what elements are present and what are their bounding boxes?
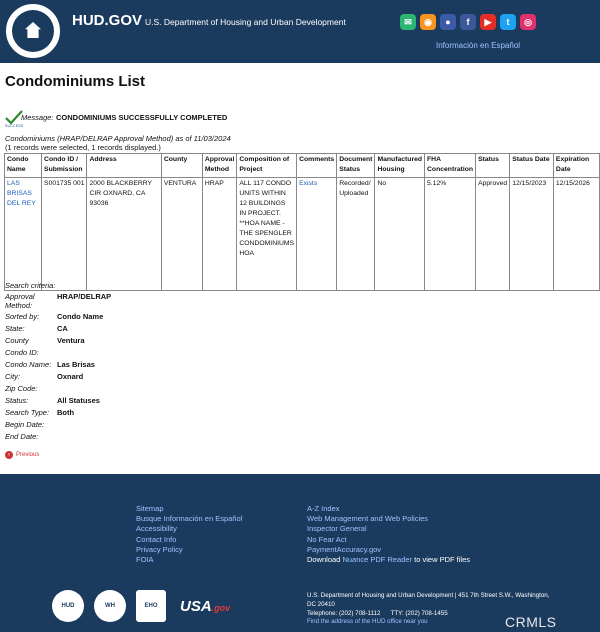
facebook-icon[interactable]: f [460,14,476,30]
youtube-icon[interactable]: ▶ [480,14,496,30]
criteria-row: End Date: [5,432,39,441]
record-count-line: (1 records were selected, 1 records displayed.) [5,143,161,152]
seal-inner [12,10,54,52]
condo-name-link[interactable]: LAS BRISAS DEL REY [7,180,36,207]
col-approval-method: Approval Method [202,154,236,178]
cell-expiration-date: 12/15/2026 [553,178,599,291]
page-title: Condominiums List [5,73,145,90]
footer-download-line: Download Nuance PDF Reader to view PDF files [307,555,471,565]
criteria-row: Search Type: Both [5,408,75,417]
message-text: CONDOMINIUMS SUCCESSFULLY COMPLETED [56,113,228,122]
hud-seal-small-icon[interactable]: HUD [52,590,84,622]
nuance-pdf-link[interactable]: Nuance PDF Reader [342,555,413,565]
col-condo-name: Condo Name [5,154,42,178]
hud-seal-logo[interactable] [6,4,60,58]
criteria-row: Condo ID: [5,348,39,357]
comments-link[interactable]: Exists [299,180,318,187]
previous-link[interactable] [5,451,39,459]
col-comments: Comments [297,154,337,178]
col-status: Status [476,154,510,178]
search-criteria [5,281,111,444]
site-header [0,0,600,63]
col-manufactured-housing: Manufactured Housing [375,154,425,178]
criteria-row: City: Oxnard [5,372,84,381]
house-icon [25,22,41,38]
usagov-logo[interactable]: USA.gov [180,597,231,615]
cell-address: 2000 BLACKBERRY CIR OXNARD, CA 93036 [87,178,161,291]
criteria-row: Status: All Statuses [5,396,100,405]
footer-logos [52,590,230,622]
message-label: Message: [21,113,54,122]
footer-link-az-index[interactable]: A-Z Index [307,504,340,513]
espanol-link[interactable]: Información en Español [436,41,521,50]
cell-manufactured-housing: No [375,178,425,291]
cell-document-status: Recorded/ Uploaded [337,178,375,291]
approval-method-line: Condominiums (HRAP/DELRAP Approval Method) as of 11/03/2024 [5,134,231,143]
cell-county: VENTURA [161,178,202,291]
col-condo-id: Condo ID / Submission [42,154,87,178]
cell-fha-concentration: 5.12% [425,178,476,291]
footer-link-web-management[interactable]: Web Management and Web Policies [307,514,429,524]
email-icon[interactable]: ✉ [400,14,416,30]
phone-line: Telephone: (202) 708-1112 TTY: (202) 708-1455 [307,609,448,617]
site-footer [0,474,600,632]
criteria-row: Approval Method: HRAP/DELRAP [5,292,112,310]
equal-housing-icon[interactable]: EHO [136,590,166,622]
criteria-row: Condo Name: Las Brisas [5,360,95,369]
criteria-row: Zip Code: [5,384,38,393]
col-status-date: Status Date [510,154,554,178]
col-county: County [161,154,202,178]
col-expiration-date: Expiration Date [553,154,599,178]
brand-title[interactable]: HUD.GOV [72,12,143,29]
footer-link-no-fear-act[interactable]: No Fear Act [307,534,347,544]
table-header-row [5,154,600,178]
footer-link-foia[interactable]: FOIA [136,555,154,565]
find-office-link[interactable]: Find the address of the HUD office near you [307,618,428,626]
back-arrow-icon: ‹ [5,451,13,459]
footer-link-privacy[interactable]: Privacy Policy [136,544,183,554]
criteria-row: Begin Date: [5,420,45,429]
cell-status: Approved [476,178,510,291]
cell-approval-method: HRAP [202,178,236,291]
cell-status-date: 12/15/2023 [510,178,554,291]
table-row [5,178,600,291]
footer-link-busque[interactable]: Busque Información en Español [136,514,243,524]
footer-link-contact[interactable]: Contact Info [136,534,177,544]
col-document-status: Document Status [337,154,375,178]
address-line: U.S. Department of Housing and Urban Development | 451 7th Street S.W., Washington, DC 20410 [307,592,550,608]
success-tag: SUCCESS [5,124,24,128]
cell-composition: ALL 117 CONDO UNITS WITHIN 12 BUILDINGS IN PROJECT. **HOA NAME - THE SPENGLER CONDOMINIUMS HOA [237,178,297,291]
footer-link-inspector-general[interactable]: Inspector General [307,524,367,534]
condo-results-table [4,153,600,291]
col-address: Address [87,154,161,178]
criteria-heading: Search criteria: [5,281,56,290]
criteria-row: Sorted by: Condo Name [5,312,104,321]
whitehouse-icon[interactable]: WH [94,590,126,622]
twitter-icon[interactable]: t [500,14,516,30]
footer-link-accessibility[interactable]: Accessibility [136,524,177,534]
crmls-watermark: CRMLS [505,614,557,630]
previous-label: Previous [16,452,40,458]
rss-icon[interactable]: ◉ [420,14,436,30]
instagram-icon[interactable]: ◎ [520,14,536,30]
brand-subtitle: U.S. Department of Housing and Urban Development [145,17,346,27]
criteria-row: State: CA [5,324,68,333]
criteria-row: County Ventura [5,336,85,345]
col-fha-concentration: FHA Concentration [425,154,476,178]
social-icons [400,14,536,30]
flickr-icon[interactable]: ● [440,14,456,30]
footer-links-right [307,504,477,565]
footer-link-sitemap[interactable]: Sitemap [136,504,164,513]
footer-links-left [136,504,242,565]
col-composition: Composition of Project [237,154,297,178]
cell-condo-id: S001735 001 [42,178,87,291]
footer-link-payment-accuracy[interactable]: PaymentAccuracy.gov [307,544,382,554]
